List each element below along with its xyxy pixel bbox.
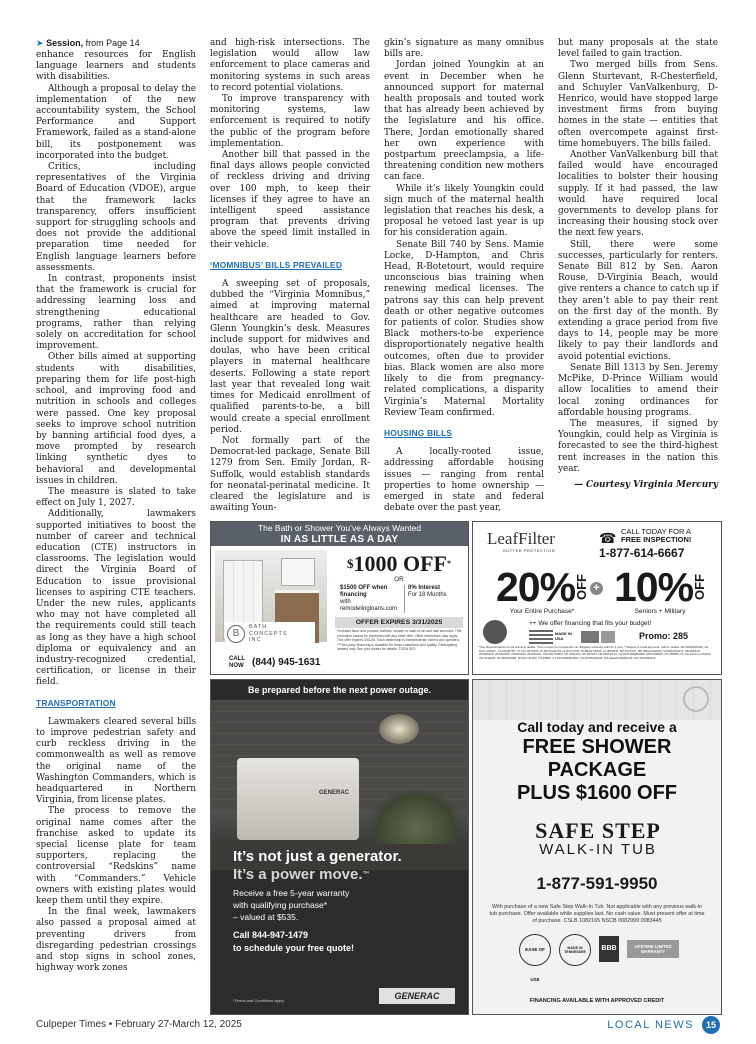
leaf-logo: LeafFilter	[487, 529, 555, 548]
usa-flag-icon	[529, 630, 553, 644]
article-column-3	[384, 38, 544, 514]
jump-label: Session,	[46, 38, 84, 48]
safe-fine: With purchase of a new Safe Step Walk-In Tub. Not applicable with any previous walk-in tub purchase. Offer available while supplies last. No cash value. Must present offer at time of purchase. CSLB 1082165 NSCB 0082999 0083445	[489, 904, 705, 924]
generac-top: Be prepared before the next power outage.	[211, 680, 468, 700]
warranty-badge-icon	[483, 620, 507, 644]
paragraph: In contrast, proponents insist that the framework is crucial for addressing learning loss and strengthening educational programs, rather than relying solely on accreditation for school improvement.	[36, 274, 196, 352]
footer-publication: Culpeper Times • February 27-March 12, 2025	[36, 1019, 242, 1030]
paragraph: Two merged bills from Sens. Glenn Sturtevant, R-Chesterfield, and Schuyler VanValkenburg, D-Henrico, would have stopped large investment firms from buying homes in the state — entities that often overcompete against first-time homebuyers. The bills failed.	[558, 60, 718, 149]
paragraph: The measures, if signed by Youngkin, could help as Virginia is forecasted to see the third-highest rent increases in the nation this year.	[558, 418, 718, 474]
safe-offer: Call today and receive a FREE SHOWER PACKAGE PLUS $1600 OFF	[516, 719, 678, 804]
bath-banner	[211, 522, 468, 546]
jump-from: from Page 14	[83, 38, 140, 48]
leaf-phone[interactable]: 1-877-614-6667	[599, 546, 685, 560]
paragraph: Not formally part of the Democrat-led package, Senate Bill 1279 from Sen. Emily Jordan, R-Suffolk, would establish standards for neonatal-perinatal medicine. It cleared the legislature and is awaiting Youn-	[210, 435, 370, 514]
subhead-momnibus: ‘MOMNIBUS’ BILLS PREVAILED	[210, 259, 343, 270]
bath-offer-box	[335, 552, 463, 628]
footer-section: LOCAL NEWS	[607, 1019, 694, 1031]
ad-leaffilter[interactable]: LeafFilter GUTTER PROTECTION ☎ CALL TODAY FOR A FREE INSPECTION! 1-877-614-6667 20% OFF Your Entire Purchase* + 10% OFF Seniors + Military ++ We offer financing that fits your budget! MADE IN USA Promo: 285 *See Representative for full warranty details. *One coupon per household. No obligation estimate valid for 1 year. **Subject to credit approval. Call for details. AR #0366920922, AZ ROC 344027, CA #1035795, CT HIC.0671520, FL #RC0149739, IA #C127230, ID #RCE-51604, LA #559544, MA #176447, MD #MHIC148329, MI #262000173, 262300318, 262300328, 262300329, 262300330, 262300331, MN #IR731804, MT #226192, ND #47304, NE #50145-22, NJ #13VH09953900, NM #408693, NV #86990, NY #H-19114, H-52229, OR #218294, PA #PA069383, RI #GC-41354, TN #3860, UT #10783658-5501, VA #2705169445, WA #LEAFFNW822JZ, WV #WV056912	[472, 521, 722, 675]
paragraph: The process to remove the original name comes after the franchise asked to update its special license plate for team supporters, replacing the controversial “Redskins” name with “Commanders.” Vehicle owners with existing plates would keep them until they expire.	[36, 806, 196, 907]
safe-financing: FINANCING AVAILABLE WITH APPROVED CREDIT	[529, 998, 665, 1004]
article-column-2	[210, 38, 370, 514]
paragraph: Additionally, lawmakers supported initiatives to boost the number of career and technical education (CTE) instructors in classrooms. The legislation would direct the Virginia Board of Education to issue provisional licenses to aspiring CTE teachers. Under the new rules, applicants who may not have completed all the requirements could still teach as long as they have a high school diploma or equivalency and an industry-recognized credential, certification, or license in their field.	[36, 509, 196, 688]
paragraph: but many proposals at the state level failed to gain traction.	[558, 38, 718, 60]
paragraph: Another bill that passed in the final days allows people convicted of reckless driving and driving over 100 mph, to keep their licenses if they agree to have an intelligent speed assistance program that prevents driving above the speed limit installed in their vehicle.	[210, 150, 370, 250]
paragraph: Other bills aimed at supporting students with disabilities, preparing them for life post-high school, and improving food and nutrition in schools and colleges were passed. One key proposal seeks to improve school nutrition by banning artificial food dyes, a move prompted by research linking synthetic dyes to behavioral and developmental issues in children.	[36, 352, 196, 486]
leaf-brand: LeafFilter GUTTER PROTECTION	[487, 529, 555, 553]
badge-bbb-icon: BBB	[599, 936, 619, 962]
article-column-4	[558, 38, 718, 491]
paragraph: The measure is slated to take effect on July 1, 2027.	[36, 486, 196, 509]
paragraph: Although a proposal to delay the implementation of the new accountability system, the School Performance and Support Framework, failed as a stand-alone bill, its postponement was incorporated into the budget.	[36, 83, 196, 161]
paragraph: While it’s likely Youngkin could sign much of the maternal health legislation that reaches his desk, a proposal he vetoed last year is up for his consideration again.	[384, 183, 544, 239]
generac-h2: It’s a power move.™	[233, 866, 370, 883]
leaf-offer-2: 10% OFF Seniors + Military	[613, 564, 708, 615]
paragraph: and high-risk intersections. The legislation would allow law enforcement to place cameras and monitoring systems in such areas to record potential violations.	[210, 38, 370, 93]
paragraph: Senate Bill 1313 by Sen. Jeremy McPike, D-Prince William would allow localities to amend their local zoning ordinances for affordable housing programs.	[558, 362, 718, 418]
bath-brand: B BATH CONCEPTS INC	[225, 622, 315, 646]
bath-offer: $1000 OFF*	[347, 551, 451, 576]
paragraph: Still, there were some successes, particularly for renters. Senate Bill 812 by Sen. Aaron Rouse, D-Virginia Beach, would give renters a chance to catch up if they aren’t able to pay their rent on the first day of the month. By extending a grace period from five days to 14, people may be more likely to pay their landlords and avoid potential evictions.	[558, 239, 718, 362]
jump-line	[36, 38, 196, 49]
paragraph: Senate Bill 740 by Sens. Mamie Locke, D-Hampton, and Chris Head, R-Botetourt, would require unconscious bias training when renewing medical licenses. The patrons say this can help prevent death or other negative outcomes for patients of color. Studies show Black mothers-to-be experience disproportionately negative health outcomes, often due to provider bias. Black women are also more likely to die from pregnancy-related complications, a disparity Virginia’s Maternal Mortality Review Team confirmed.	[384, 239, 544, 418]
generator-unit-label: GENERAC	[319, 790, 350, 796]
paragraph: gkin’s signature as many omnibus bills are.	[384, 38, 544, 60]
bath-headline: IN AS LITTLE AS A DAY	[280, 534, 399, 545]
bath-alt-offers: $1500 OFF when financing with remodelingloans.com 0% Interest For 18 Months	[335, 585, 463, 613]
generac-phone[interactable]: Call 844-947-1479	[233, 930, 309, 940]
paragraph: Jordan joined Youngkin at an event in December when he announced support for maternal health proposals and touted work that has already been achieved by the legislature and his office. There, Jordan emotionally shared her own experience with postpartum preeclampsia, a life-threatening condition new mothers can face.	[384, 60, 544, 183]
article-column-1	[36, 38, 196, 974]
badge-made-in-tn-icon: MADE IN TENNESSEE	[559, 934, 591, 966]
mirror	[281, 558, 315, 586]
paragraph: In the final week, lawmakers also passed a proposal aimed at preventing drivers from disregarding pedestrian crossings and stop signs in school zones, highway work zones	[36, 907, 196, 974]
paragraph: Lawmakers cleared several bills to improve pedestrian safety and curb reckless driving in the commonwealth as well as remove the original name of the Washington Commanders, which is headquartered in Northern Virginia, from license plates.	[36, 716, 196, 806]
leaf-offer-1: 20% OFF Your Entire Purchase*	[495, 564, 590, 615]
subhead-housing: HOUSING BILLS	[384, 427, 453, 438]
paragraph: enhance resources for English language learners and students with disabilities.	[36, 50, 196, 83]
generac-fine: *Terms and Conditions apply.	[233, 998, 285, 1003]
bath-logo-icon: B	[227, 625, 245, 643]
generac-logo: GENERAC	[379, 988, 455, 1004]
generac-h1: It’s not just a generator.	[233, 848, 402, 865]
bbb-icon	[581, 631, 599, 643]
shower-head-icon	[683, 686, 709, 712]
ad-generac[interactable]	[210, 679, 469, 1015]
generator-photo	[211, 700, 468, 870]
generac-copy: It’s not just a generator. It’s a power move.™ Receive a free 5-year warranty with qualifying purchase* – valued at $535. Call 844-947-1479 to schedule your free quote!	[233, 848, 463, 955]
phone-icon: ☎	[599, 530, 617, 546]
arrow-icon: ➤	[36, 38, 44, 48]
bath-call[interactable]: CALL NOW (844) 945-1631	[229, 656, 321, 669]
plus-icon: +	[590, 582, 603, 595]
bath-fine-print: *Includes labor and product; bathtub, shower or walk-in tub and wall surround. This promotion cannot be combined with any other offer. Other restrictions may apply. This offer expires 3/31/25. Each dealership is independently owned and operated. **Third party financing is available for those customers who qualify. Participating dealers only. See your dealer for details. ©2024 BCI.	[337, 629, 462, 652]
page-footer	[36, 1016, 720, 1036]
paragraph: Another VanValkenburg bill that failed would have encouraged localities to bolster their housing supply. If it had passed, the law would have required local governments to develop plans for increasing their housing stock over the next few years.	[558, 150, 718, 239]
subhead-transportation: TRANSPORTATION	[36, 697, 116, 708]
paragraph: A locally-rooted issue, addressing affordable housing issues — ranging from rental properties to home ownership — emerged in state and federal debate over the past year,	[384, 447, 544, 514]
bushes	[371, 790, 461, 844]
bath-phone[interactable]: (844) 945-1631	[252, 657, 321, 668]
ad-safe-step[interactable]	[472, 679, 722, 1015]
bath-tagline: The Bath or Shower You’ve Always Wanted	[257, 523, 422, 533]
leaf-financing: ++ We offer financing that fits your budget!	[529, 620, 652, 627]
leaf-fine-print: *See Representative for full warranty details. *One coupon per household. No obligation estimate valid for 1 year. **Subject to credit approval. Call for details. AR #0366920922, AZ ROC 344027, CA #1035795, CT HIC.0671520, FL #RC0149739, IA #C127230, ID #RCE-51604, LA #559544, MA #176447, MD #MHIC148329, MI #262000173, 262300318, 262300328, 262300329, 262300330, 262300331, MN #IR731804, MT #226192, ND #47304, NE #50145-22, NJ #13VH09953900, NM #408693, NV #86990, NY #H-19114, H-52229, OR #218294, PA #PA069383, RI #GC-41354, TN #3860, UT #10783658-5501, VA #2705169445, WA #LEAFFNW822JZ, WV #WV056912	[479, 645, 712, 661]
bath-or: OR	[394, 576, 404, 583]
safe-phone[interactable]: 1-877-591-9950	[536, 874, 658, 893]
paragraph: Critics, including representatives of the Virginia Board of Education (VDOE), argue that the framework lacks transparency, offers insufficient support for struggling schools and does not provide the additional preparation time needed for English language learners before assessments.	[36, 162, 196, 273]
paragraph: To improve transparency with monitoring systems, law enforcement is required to notify the public of the program before implementation.	[210, 94, 370, 149]
badge-lifetime-icon: LIFETIME LIMITED WARRANTY	[627, 940, 679, 958]
article-credit: — Courtesy Virginia Mercury	[574, 479, 718, 490]
badge-ease-of-use-icon: EASE OF USE	[519, 934, 551, 966]
rating-icon	[601, 631, 615, 643]
leaf-call[interactable]: ☎ CALL TODAY FOR A FREE INSPECTION! 1-877-614-6667	[599, 528, 717, 560]
generator-unit	[237, 758, 359, 840]
light-fixture	[379, 714, 419, 744]
leaf-promo: Promo: 285	[639, 631, 689, 641]
bath-expires: OFFER EXPIRES 3/31/2025	[335, 617, 463, 628]
paragraph: A sweeping set of proposals, dubbed the “Virginia Momnibus,” aimed at improving maternal healthcare are headed to Gov. Glenn Youngkin’s desk. Measures include support for midwives and doulas, who have been critical players in maternal healthcare deserts. Following a state report last year that revealed long wait times for Medicaid enrollment of qualified parents-to-be, a bill would create a special enrollment period.	[210, 279, 370, 435]
page-number: 15	[702, 1016, 720, 1034]
ad-bath-concepts[interactable]	[210, 521, 469, 675]
safe-step-logo: SAFE STEP WALK-IN TUB	[535, 818, 661, 858]
